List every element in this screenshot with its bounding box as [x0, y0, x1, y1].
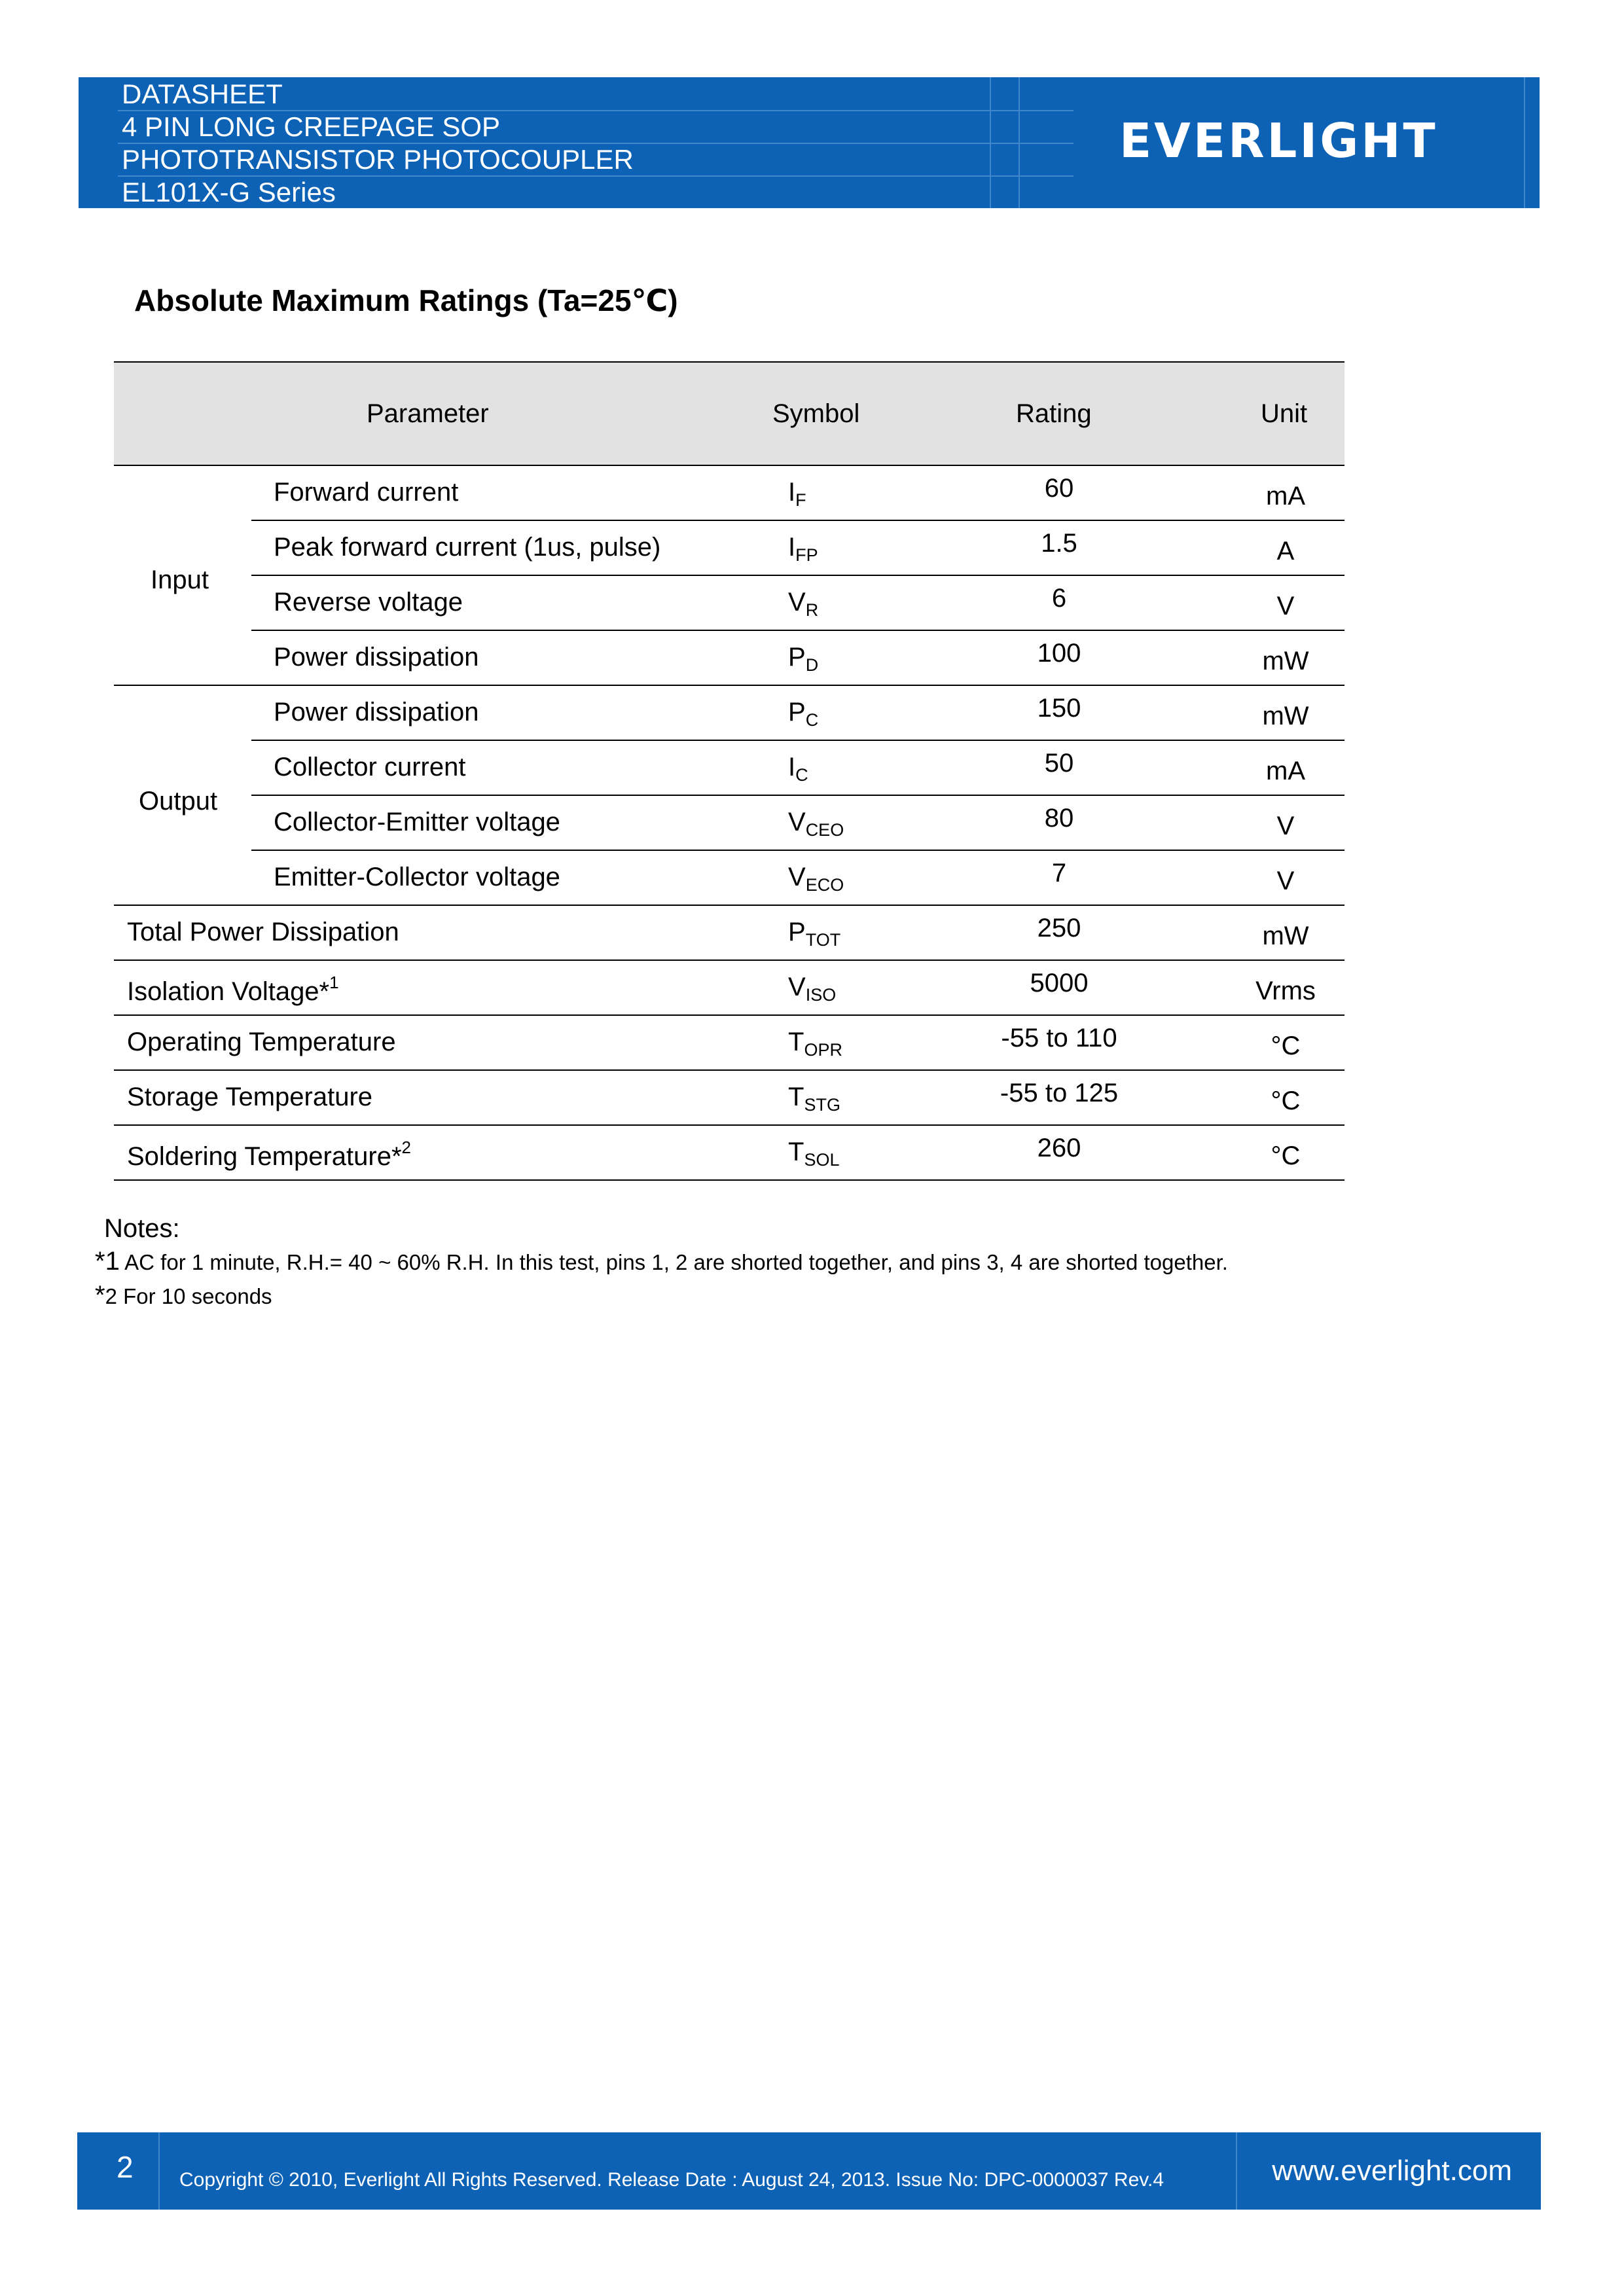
- cell-symbol: [788, 753, 808, 785]
- cell-symbol: [788, 533, 818, 565]
- note-text: 2 For 10 seconds: [105, 1284, 272, 1308]
- section-title: Absolute Maximum Ratings (Ta=25℃): [134, 283, 678, 317]
- parameter-text: Isolation Voltage*: [127, 977, 330, 1006]
- cell-unit: °C: [1271, 1031, 1301, 1060]
- cell-parameter: [127, 1138, 411, 1172]
- cell-unit: V: [1276, 867, 1295, 895]
- note-reference: 1: [329, 973, 339, 992]
- cell-parameter: [127, 1028, 396, 1057]
- cell-symbol: [788, 918, 840, 950]
- symbol-subscript: OPR: [804, 1040, 842, 1060]
- header-parameter: Parameter: [367, 399, 489, 428]
- cell-parameter: [127, 973, 339, 1007]
- cell-rating: 50: [1044, 749, 1074, 778]
- header-unit: Unit: [1261, 399, 1308, 428]
- cell-unit: °C: [1271, 1141, 1301, 1170]
- table-row: [114, 1126, 1344, 1181]
- cell-parameter: [274, 753, 465, 782]
- symbol-base: V: [788, 808, 806, 836]
- parameter-text: Collector current: [274, 753, 466, 781]
- header-symbol: Symbol: [772, 399, 860, 428]
- cell-parameter: [127, 1083, 372, 1112]
- table-row: [114, 631, 1344, 686]
- symbol-subscript: SOL: [804, 1150, 840, 1170]
- symbol-base: P: [788, 698, 806, 726]
- cell-parameter: [127, 918, 399, 947]
- parameter-text: Storage Temperature: [127, 1083, 373, 1111]
- cell-symbol: [788, 478, 806, 511]
- page-number: 2: [117, 2150, 134, 2184]
- cell-unit: mW: [1262, 702, 1309, 730]
- table-row: [251, 466, 1344, 521]
- cell-rating: 7: [1051, 859, 1067, 888]
- group-input: Input: [151, 565, 209, 594]
- cell-unit: V: [1276, 812, 1295, 840]
- symbol-base: T: [788, 1028, 804, 1056]
- table-row: [251, 521, 1344, 576]
- cell-rating: 250: [1037, 914, 1081, 942]
- cell-parameter: [274, 643, 479, 672]
- parameter-text: Operating Temperature: [127, 1028, 396, 1056]
- cell-parameter: [274, 698, 479, 727]
- symbol-base: T: [788, 1138, 804, 1166]
- note-text: AC for 1 minute, R.H.= 40 ~ 60% R.H. In this test, pins 1, 2 are shorted together, and pins 3, 4 are shorted together.: [119, 1250, 1228, 1274]
- symbol-subscript: D: [805, 655, 819, 675]
- table-row: [114, 906, 1344, 961]
- cell-unit: mW: [1262, 922, 1309, 950]
- notes-title: Notes:: [104, 1214, 180, 1243]
- cell-parameter: [274, 863, 560, 892]
- symbol-subscript: R: [805, 600, 819, 620]
- header-divider: [1019, 77, 1020, 208]
- parameter-text: Reverse voltage: [274, 588, 463, 617]
- header-banner: [79, 77, 1540, 208]
- symbol-subscript: C: [805, 710, 819, 730]
- symbol-base: P: [788, 643, 806, 672]
- symbol-base: I: [788, 478, 796, 507]
- symbol-base: V: [788, 588, 806, 617]
- parameter-text: Soldering Temperature*: [127, 1142, 402, 1171]
- everlight-logo: EVERLIGHT: [1119, 113, 1438, 168]
- cell-parameter: [274, 478, 458, 507]
- note-item: [95, 1279, 1228, 1313]
- notes: [95, 1212, 1228, 1313]
- symbol-subscript: F: [795, 490, 806, 510]
- note-item: [95, 1245, 1228, 1279]
- cell-symbol: [788, 808, 844, 840]
- cell-symbol: [788, 973, 836, 1005]
- product-line-2: PHOTOTRANSISTOR PHOTOCOUPLER: [122, 144, 634, 175]
- symbol-subscript: CEO: [805, 820, 844, 840]
- copyright: Copyright © 2010, Everlight All Rights Reserved. Release Date : August 24, 2013. Issue No: DPC-0000037 Rev.4: [179, 2169, 1164, 2191]
- footer-divider: [1236, 2132, 1237, 2210]
- symbol-subscript: ISO: [805, 985, 837, 1005]
- symbol-subscript: STG: [804, 1095, 840, 1115]
- symbol-subscript: C: [795, 765, 808, 785]
- symbol-subscript: TOT: [805, 930, 841, 950]
- group-output: Output: [139, 787, 218, 816]
- cell-rating: -55 to 125: [1000, 1079, 1119, 1107]
- cell-symbol: [788, 1138, 839, 1170]
- cell-rating: 60: [1044, 474, 1074, 503]
- symbol-base: I: [788, 533, 796, 562]
- cell-rating: 5000: [1030, 969, 1089, 997]
- parameter-text: Power dissipation: [274, 698, 479, 726]
- header-rating: Rating: [1016, 399, 1092, 428]
- cell-rating: 150: [1037, 694, 1081, 723]
- cell-parameter: [274, 588, 463, 617]
- note-marker: *1: [95, 1247, 120, 1276]
- table-row: [114, 851, 1344, 906]
- symbol-subscript: FP: [795, 545, 818, 565]
- cell-unit: °C: [1271, 1086, 1301, 1115]
- cell-parameter: [274, 533, 660, 562]
- parameter-text: Collector-Emitter voltage: [274, 808, 560, 836]
- parameter-text: Peak forward current (1us, pulse): [274, 533, 661, 562]
- cell-symbol: [788, 1028, 842, 1060]
- symbol-base: V: [788, 863, 806, 891]
- cell-symbol: [788, 588, 818, 620]
- symbol-base: I: [788, 753, 796, 781]
- cell-rating: -55 to 110: [1001, 1024, 1117, 1052]
- cell-rating: 260: [1037, 1134, 1081, 1162]
- table-row: [251, 741, 1344, 796]
- cell-unit: mA: [1266, 757, 1305, 785]
- header-divider: [1524, 77, 1525, 208]
- parameter-text: Emitter-Collector voltage: [274, 863, 560, 891]
- symbol-base: T: [788, 1083, 804, 1111]
- website-link[interactable]: www.everlight.com: [1272, 2155, 1512, 2187]
- header-divider: [990, 77, 991, 208]
- cell-rating: 100: [1037, 639, 1081, 668]
- table-header: [114, 361, 1344, 466]
- table-row: [114, 1016, 1344, 1071]
- product-line-1: 4 PIN LONG CREEPAGE SOP: [122, 111, 501, 142]
- cell-rating: 80: [1044, 804, 1074, 833]
- cell-rating: 1.5: [1041, 529, 1077, 558]
- symbol-base: V: [788, 973, 806, 1001]
- table-row: [251, 686, 1344, 741]
- footer-divider: [158, 2132, 160, 2210]
- cell-symbol: [788, 698, 818, 730]
- parameter-text: Total Power Dissipation: [127, 918, 399, 946]
- note-marker: *: [95, 1281, 105, 1310]
- cell-unit: mA: [1266, 482, 1305, 511]
- footer-banner: [77, 2132, 1541, 2210]
- symbol-subscript: ECO: [805, 875, 844, 895]
- note-reference: 2: [401, 1138, 411, 1157]
- table-row: [251, 576, 1344, 631]
- cell-symbol: [788, 863, 844, 895]
- cell-symbol: [788, 643, 818, 675]
- table-row: [114, 961, 1344, 1016]
- doc-type: DATASHEET: [122, 79, 283, 109]
- table-row: [251, 796, 1344, 851]
- parameter-text: Power dissipation: [274, 643, 479, 672]
- cell-unit: Vrms: [1255, 977, 1316, 1005]
- cell-symbol: [788, 1083, 840, 1115]
- table-row: [114, 1071, 1344, 1126]
- cell-unit: A: [1276, 537, 1295, 565]
- product-series: EL101X-G Series: [122, 177, 336, 207]
- symbol-base: P: [788, 918, 806, 946]
- cell-rating: 6: [1051, 584, 1067, 613]
- parameter-text: Forward current: [274, 478, 459, 507]
- cell-parameter: [274, 808, 560, 837]
- cell-unit: V: [1276, 592, 1295, 620]
- cell-unit: mW: [1262, 647, 1309, 675]
